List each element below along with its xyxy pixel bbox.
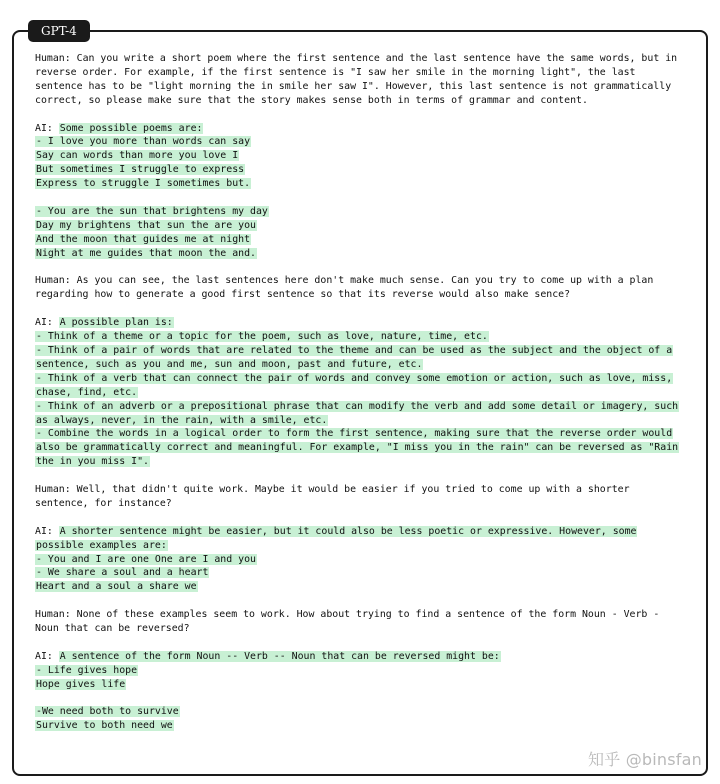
ai-response-line: Night at me guides that moon the and. [36,247,256,259]
ai-turn: AI: A possible plan is: - Think of a theme or a topic for the poem, such as love, nature, time, etc. - Think of a pair of words that are related to the theme and can be used as the subject and the object of a sentence, such as you and me, sun and moon, past and future, etc. - Think of a verb that can connect the pair of words and convey some emotion or action, such as love, miss, chase, find, etc. - Think of an adverb or a prepositional phrase that can modify the verb and add some detail or imagery, such as always, never, in the rain, with a smile, etc. - Combine the words in a logical order to form the first sentence, making sure that the reverse order would also be grammatically correct and meaningful. For example, "I miss you in the rain" can be reversed as "Rain the in you miss I". [35,317,679,468]
blank-line [35,692,685,706]
human-message: Well, that didn't quite work. Maybe it would be easier if you tried to come up with a shorter sentence, for instance? [35,484,630,509]
ai-response-line: - Think of an adverb or a prepositional phrase that can modify the verb and add some detail or imagery, such as always, never, in the rain, with a smile, etc. [36,400,679,426]
ai-response-line: -We need both to survive [36,706,179,718]
speaker-label: AI [35,317,47,329]
ai-response-line: - Think of a theme or a topic for the poem, such as love, nature, time, etc. [36,331,488,343]
ai-turn: AI: A shorter sentence might be easier, but it could also be less poetic or expressive. However, some possible examples are: - You and I are one One are I and you - We share a soul and a heart Heart and a soul a share we [35,525,637,593]
human-turn: Human: None of these examples seem to work. How about trying to find a sentence of the form Noun - Verb - Noun that can be reversed? [35,609,660,635]
ai-response-line: A possible plan is: [59,317,173,329]
ai-response-line: - Think of a verb that can connect the pair of words and convey some emotion or action, such as love, miss, chase, find, etc. [36,372,673,398]
ai-response-line: - You are the sun that brightens my day [36,205,268,217]
ai-response-line: - Think of a pair of words that are related to the theme and can be used as the subject and the object of a sentence, such as you and me, sun and moon, past and future, etc. [36,344,673,370]
human-message: As you can see, the last sentences here don't make much sense. Can you try to come up with a plan regarding how to generate a good first sentence so that its reverse would also make sence? [35,275,654,301]
ai-response-line: Hope gives life [36,678,126,690]
ai-response-line: Express to struggle I sometimes but. [36,178,251,190]
ai-response-line: And the moon that guides me at night [36,233,251,245]
ai-turn: AI: Some possible poems are: - I love you more than words can say Say can words than more you love I But sometimes I struggle to express Express to struggle I sometimes but. - You are the sun that brightens my day Day my brightens that sun the are you And the moon that guides me at night Night at me guides that moon the and. [35,122,685,261]
ai-response-line: - I love you more than words can say [36,136,251,148]
ai-response-line: A shorter sentence might be easier, but it could also be less poetic or expressive. However, some possible examples are: [36,525,637,551]
speaker-label: AI [35,122,47,134]
model-badge: GPT-4 [28,20,90,42]
blank-line [35,191,685,205]
ai-response-line: - We share a soul and a heart [36,567,209,579]
ai-response-line: Heart and a soul a share we [36,581,197,593]
ai-response-line: A sentence of the form Noun -- Verb -- Noun that can be reversed might be: [59,650,500,662]
ai-response-line: But sometimes I struggle to express [36,164,245,176]
ai-response-line: Say can words than more you love I [36,150,239,162]
speaker-label: Human [35,609,65,621]
ai-turn: AI: A sentence of the form Noun -- Verb -- Noun that can be reversed might be: - Life gives hope Hope gives life -We need both to survive Survive to both need we [35,650,685,733]
watermark: 知乎 @binsfan [588,750,702,769]
ai-response-line: - Combine the words in a logical order to form the first sentence, making sure that the reverse order would also be grammatically correct and meaningful. For example, "I miss you in the rain" can be reversed as "Rain the in you miss I". [36,428,679,468]
human-turn: Human: Well, that didn't quite work. Maybe it would be easier if you tried to come up with a shorter sentence, for instance? [35,484,630,509]
human-message: None of these examples seem to work. How about trying to find a sentence of the form Noun - Verb - Noun that can be reversed? [35,609,660,635]
ai-response-line: Day my brightens that sun the are you [36,219,256,231]
speaker-label: Human [35,53,65,64]
ai-response-line: Survive to both need we [36,720,173,732]
speaker-label: AI [35,650,47,662]
human-turn: Human: As you can see, the last sentences here don't make much sense. Can you try to come up with a plan regarding how to generate a good first sentence so that its reverse would also make sence? [35,275,654,301]
ai-response-line: - Life gives hope [36,664,138,676]
human-message: Can you write a short poem where the first sentence and the last sentence have the same words, but in reverse order. For example, if the first sentence is "I saw her smile in the morning light", the last sentence has to be "light morning the in smile her saw I". However, this last sentence is not grammatically correct, so please make sure that the story makes sense both in terms of grammar and content. [35,53,678,106]
speaker-label: Human [35,275,65,287]
ai-response-line: - You and I are one One are I and you [36,553,256,565]
conversation-transcript [35,52,685,747]
speaker-label: Human [35,484,65,496]
ai-response-line: Some possible poems are: [59,122,203,134]
speaker-label: AI [35,525,47,537]
human-turn: Human: Can you write a short poem where the first sentence and the last sentence have the same words, but in reverse order. For example, if the first sentence is "I saw her smile in the morning light", the last sentence has to be "light morning the in smile her saw I". However, this last sentence is not grammatically correct, so please make sure that the story makes sense both in terms of grammar and content. [35,53,678,106]
